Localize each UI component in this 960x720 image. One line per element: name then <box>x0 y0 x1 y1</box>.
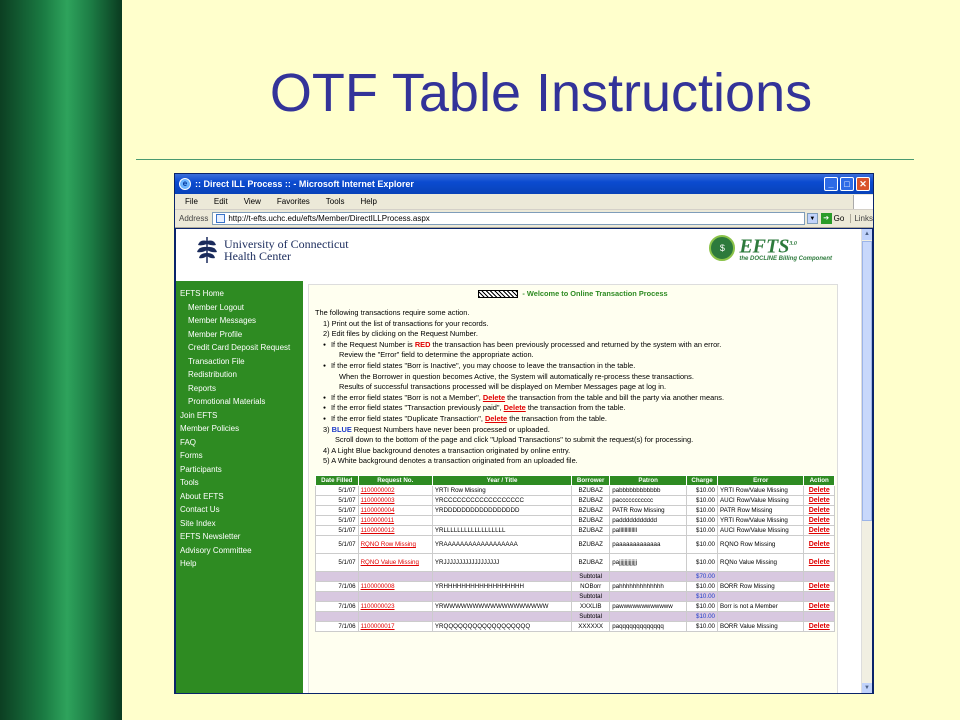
subtotal-amount: $10.00 <box>687 611 718 621</box>
nav-item-efts-newsletter[interactable]: EFTS Newsletter <box>180 532 241 541</box>
patron-cell: paddddddddddd <box>610 515 687 525</box>
title-cell: YRLLLLLLLLLLLLLLLLLL <box>432 525 571 535</box>
date-cell: 5/1/07 <box>316 535 359 553</box>
delete-button[interactable]: Delete <box>804 621 835 631</box>
title-cell: YRJJJJJJJJJJJJJJJJJJ <box>432 553 571 571</box>
page-icon <box>216 214 225 223</box>
table-row <box>316 621 835 631</box>
nav-item-about-efts[interactable]: About EFTS <box>180 491 224 501</box>
address-input[interactable] <box>212 212 805 225</box>
request-number-link[interactable]: 1100000011 <box>358 515 432 525</box>
delete-link[interactable]: Delete <box>503 403 526 413</box>
date-cell: 5/1/07 <box>316 553 359 571</box>
charge-cell: $10.00 <box>687 505 718 515</box>
patron-cell: pajjjjjjjjjjjjj <box>610 553 687 571</box>
subtotal-label: Subtotal <box>572 611 610 621</box>
error-cell: BORR Value Missing <box>717 621 803 631</box>
column-header: Request No. <box>358 475 432 485</box>
table-cell <box>432 591 571 601</box>
error-cell: Borr is not a Member <box>717 601 803 611</box>
nav-item-contact-us[interactable]: Contact Us <box>180 505 220 514</box>
subtotal-amount: $70.00 <box>687 571 718 581</box>
main-panel <box>308 284 838 694</box>
column-header: Year / Title <box>432 475 571 485</box>
request-number-link[interactable]: 1100000003 <box>358 495 432 505</box>
nav-item-efts-home[interactable]: EFTS Home <box>180 289 225 298</box>
efts-version: 3.0 <box>789 241 797 247</box>
table-cell <box>432 611 571 621</box>
error-cell: AUCI Row/Value Missing <box>717 495 803 505</box>
subtotal-label: Subtotal <box>572 571 610 581</box>
subtotal-row <box>316 591 835 601</box>
nav-item-member-messages[interactable]: Member Messages <box>188 316 257 325</box>
table-cell <box>610 611 687 621</box>
table-row <box>316 515 835 525</box>
nav-item-transaction-file[interactable]: Transaction File <box>188 356 245 366</box>
bullet-red-cont: Review the "Error" field to determine the appropriate action. <box>339 350 534 360</box>
efts-tagline: the DOCLINE Billing Component <box>739 255 832 262</box>
title-cell <box>432 515 571 525</box>
close-button[interactable]: ✕ <box>856 177 870 191</box>
step-3: 3) BLUE Request Numbers have never been processed or uploaded. <box>323 424 550 434</box>
left-nav <box>176 281 303 694</box>
bullet-duplicate: ● If the error field states "Duplicate Transaction", Delete the transaction from the table. <box>315 414 831 425</box>
charge-cell: $10.00 <box>687 581 718 591</box>
title-cell: YRQQQQQQQQQQQQQQQQQQ <box>432 621 571 631</box>
nav-item-join-efts[interactable]: Join EFTS <box>180 410 218 420</box>
minimize-button[interactable]: _ <box>824 177 838 191</box>
transactions-table <box>315 475 835 632</box>
table-cell <box>717 611 803 621</box>
table-cell <box>432 571 571 581</box>
site-header <box>176 229 862 271</box>
delete-button[interactable]: Delete <box>804 485 835 495</box>
address-url: http://t-efts.uchc.edu/efts/Member/DirectILLProcess.aspx <box>228 214 430 223</box>
request-number-link[interactable]: 1100000017 <box>358 621 432 631</box>
delete-button[interactable]: Delete <box>804 505 835 515</box>
scroll-up-icon[interactable]: ▲ <box>862 229 872 240</box>
table-cell <box>316 591 359 601</box>
charge-cell: $10.00 <box>687 621 718 631</box>
uconn-leaf-icon <box>194 235 220 265</box>
charge-cell: $10.00 <box>687 515 718 525</box>
title-cell: YRAAAAAAAAAAAAAAAAAA <box>432 535 571 553</box>
nav-item-faq[interactable]: FAQ <box>180 437 197 447</box>
slide-side-bar <box>0 0 122 720</box>
date-cell: 5/1/07 <box>316 505 359 515</box>
charge-cell: $10.00 <box>687 485 718 495</box>
table-cell <box>358 591 432 601</box>
scroll-thumb[interactable] <box>862 241 872 521</box>
address-dropdown-icon[interactable]: ▼ <box>807 213 818 224</box>
intro-text: The following transactions require some action. <box>315 308 470 318</box>
uconn-name-line2: Health Center <box>224 249 291 263</box>
bullet-inactive-cont1: When the Borrower in question becomes Active, the System will automatically re-process these transactions. <box>339 371 694 381</box>
nav-item-credit-card-deposit-request[interactable]: Credit Card Deposit Request <box>188 343 291 352</box>
date-cell: 5/1/07 <box>316 515 359 525</box>
error-cell: BORR Row Missing <box>717 581 803 591</box>
bullet-red: ● If the Request Number is RED the transaction has been previously processed and returned by the system with an error. <box>315 340 831 351</box>
borrower-cell: BZUBAZ <box>572 535 610 553</box>
windows-logo-icon <box>853 195 873 209</box>
patron-cell: paaaaaaaaaaaaa <box>610 535 687 553</box>
bullet-prev-paid: ● If the error field states "Transaction previously paid", Delete the transaction from the table. <box>315 403 831 414</box>
subtotal-amount: $10.00 <box>687 591 718 601</box>
date-cell: 5/1/07 <box>316 525 359 535</box>
request-number-link[interactable]: 1100000004 <box>358 505 432 515</box>
patron-cell: paccccccccccc <box>610 495 687 505</box>
charge-cell: $10.00 <box>687 553 718 571</box>
table-cell <box>717 571 803 581</box>
borrower-cell: BZUBAZ <box>572 515 610 525</box>
table-header-row <box>316 475 835 485</box>
request-number-link[interactable]: 1100000012 <box>358 525 432 535</box>
nav-item-help[interactable]: Help <box>180 559 197 568</box>
maximize-button[interactable]: □ <box>840 177 854 191</box>
error-cell: YRTI Row/Value Missing <box>717 485 803 495</box>
delete-button[interactable]: Delete <box>804 495 835 505</box>
uconn-logo <box>194 235 349 265</box>
nav-item-advisory-committee[interactable]: Advisory Committee <box>180 545 252 555</box>
window-title: :: Direct ILL Process :: - Microsoft Internet Explorer <box>195 179 414 189</box>
table-cell <box>804 611 835 621</box>
delete-button[interactable]: Delete <box>804 525 835 535</box>
go-label: Go <box>833 214 845 223</box>
patron-cell: pahhhhhhhhhhhhh <box>610 581 687 591</box>
date-cell: 5/1/07 <box>316 495 359 505</box>
table-row <box>316 601 835 611</box>
redacted-name <box>478 290 518 298</box>
title-cell: YRDDDDDDDDDDDDDDDDD <box>432 505 571 515</box>
column-header: Error <box>717 475 803 485</box>
table-cell <box>358 611 432 621</box>
subtotal-row <box>316 611 835 621</box>
table-cell <box>358 571 432 581</box>
table-cell <box>804 571 835 581</box>
scroll-down-icon[interactable]: ▼ <box>862 683 872 694</box>
window-titlebar <box>175 174 873 194</box>
charge-cell: $10.00 <box>687 535 718 553</box>
menu-edit[interactable]: Edit <box>213 197 228 206</box>
borrower-cell: BZUBAZ <box>572 495 610 505</box>
nav-item-promotional-materials[interactable]: Promotional Materials <box>188 397 266 406</box>
date-cell: 7/1/06 <box>316 621 359 631</box>
charge-cell: $10.00 <box>687 525 718 535</box>
request-number-link[interactable]: 1100000023 <box>358 601 432 611</box>
table-cell <box>610 591 687 601</box>
menu-help[interactable]: Help <box>360 197 377 206</box>
column-header: Charge <box>687 475 718 485</box>
vertical-scrollbar[interactable] <box>861 229 872 694</box>
nav-item-forms[interactable]: Forms <box>180 451 203 460</box>
title-cell: YRCCCCCCCCCCCCCCCCCC <box>432 495 571 505</box>
address-label: Address <box>179 214 209 223</box>
error-cell: RQNO Row Missing <box>717 535 803 553</box>
delete-button[interactable]: Delete <box>804 601 835 611</box>
column-header: Action <box>804 475 835 485</box>
nav-item-reports[interactable]: Reports <box>188 383 217 393</box>
menu-view[interactable]: View <box>243 197 261 206</box>
menu-bar <box>175 194 873 210</box>
request-number-link[interactable]: 1100000008 <box>358 581 432 591</box>
browser-window <box>174 173 874 694</box>
nav-item-tools[interactable]: Tools <box>180 478 199 487</box>
slide-title: OTF Table Instructions <box>269 63 813 123</box>
patron-cell: PATR Row Missing <box>610 505 687 515</box>
column-header: Patron <box>610 475 687 485</box>
subtotal-row <box>316 571 835 581</box>
go-arrow-icon: ➔ <box>821 213 832 224</box>
error-cell: PATR Row Missing <box>717 505 803 515</box>
step-2: 2) Edit files by clicking on the Request Number. <box>323 329 478 339</box>
charge-cell: $10.00 <box>687 601 718 611</box>
table-cell <box>316 571 359 581</box>
delete-button[interactable]: Delete <box>804 553 835 571</box>
nav-item-member-logout[interactable]: Member Logout <box>188 302 245 312</box>
borrower-cell: BZUBAZ <box>572 485 610 495</box>
menu-favorites[interactable]: Favorites <box>276 197 310 206</box>
subtotal-label: Subtotal <box>572 591 610 601</box>
bullet-not-member: ● If the error field states "Borr is not a Member", Delete the transaction from the table and bill the party via another means. <box>315 393 831 404</box>
uconn-name-line1: University of Connecticut <box>224 237 349 251</box>
efts-name: EFTS <box>739 235 790 258</box>
patron-cell: paqqqqqqqqqqqqq <box>610 621 687 631</box>
efts-logo <box>709 235 832 262</box>
table-cell <box>610 571 687 581</box>
column-header: Date Filled <box>316 475 359 485</box>
delete-link[interactable]: Delete <box>482 392 506 402</box>
table-cell <box>804 591 835 601</box>
address-bar <box>175 210 873 228</box>
patron-cell: palllllllllllll <box>610 525 687 535</box>
nav-item-site-index[interactable]: Site Index <box>180 518 216 528</box>
nav-item-member-profile[interactable]: Member Profile <box>188 329 243 339</box>
table-cell <box>316 611 359 621</box>
delete-button[interactable]: Delete <box>804 581 835 591</box>
step-3-cont: Scroll down to the bottom of the page and click "Upload Transactions" to submit the request(s) for processing. <box>335 435 694 445</box>
date-cell: 5/1/07 <box>316 485 359 495</box>
column-header: Borrower <box>572 475 610 485</box>
page-content <box>176 229 862 694</box>
menu-file[interactable]: File <box>185 197 198 206</box>
borrower-cell: NOBorr <box>572 581 610 591</box>
ie-logo-icon: e <box>179 178 191 190</box>
table-row <box>316 581 835 591</box>
welcome-heading: - Welcome to Online Transaction Process <box>315 289 831 298</box>
bullet-inactive: ● If the error field states "Borr is Inactive", you may choose to leave the transaction in the table. <box>315 361 831 372</box>
delete-link[interactable]: Delete <box>484 413 508 423</box>
title-cell: YRTI Row Missing <box>432 485 571 495</box>
table-row <box>316 553 835 571</box>
date-cell: 7/1/06 <box>316 601 359 611</box>
table-row <box>316 525 835 535</box>
delete-button[interactable]: Delete <box>804 535 835 553</box>
delete-button[interactable]: Delete <box>804 515 835 525</box>
request-number-link[interactable]: 1100000002 <box>358 485 432 495</box>
error-cell: RQNo Value Missing <box>717 553 803 571</box>
date-cell: 7/1/06 <box>316 581 359 591</box>
patron-cell: pabbbbbbbbbbbb <box>610 485 687 495</box>
table-row <box>316 495 835 505</box>
request-number-link[interactable]: RQNO Value Missing <box>358 553 432 571</box>
title-cell: YRHHHHHHHHHHHHHHHHHH <box>432 581 571 591</box>
borrower-cell: BZUBAZ <box>572 553 610 571</box>
step-1: 1) Print out the list of transactions for your records. <box>323 318 489 328</box>
error-cell: AUCI Row/Value Missing <box>717 525 803 535</box>
table-row <box>316 535 835 553</box>
error-cell: YRTI Row/Value Missing <box>717 515 803 525</box>
links-button[interactable]: Links <box>850 214 873 223</box>
table-row <box>316 485 835 495</box>
nav-item-participants[interactable]: Participants <box>180 464 222 474</box>
title-divider <box>136 159 914 160</box>
table-cell <box>717 591 803 601</box>
request-number-link[interactable]: RQNO Row Missing <box>358 535 432 553</box>
borrower-cell: BZUBAZ <box>572 525 610 535</box>
title-cell: YRWWWWWWWWWWWWWWWWWW <box>432 601 571 611</box>
step-5: 5) A White background denotes a transaction originated from an uploaded file. <box>323 456 578 466</box>
go-button[interactable] <box>821 213 845 224</box>
charge-cell: $10.00 <box>687 495 718 505</box>
borrower-cell: XXXXXX <box>572 621 610 631</box>
menu-tools[interactable]: Tools <box>325 197 345 206</box>
bullet-inactive-cont2: Results of successful transactions processed will be displayed on Member Messages page at log in. <box>339 382 666 392</box>
borrower-cell: XXXLIB <box>572 601 610 611</box>
step-4: 4) A Light Blue background denotes a transaction originated by online entry. <box>323 445 571 455</box>
table-row <box>316 505 835 515</box>
patron-cell: pawwwwwwwwwwww <box>610 601 687 611</box>
nav-item-redistribution[interactable]: Redistribution <box>188 370 237 379</box>
efts-emblem-icon: $ <box>709 235 735 261</box>
nav-item-member-policies[interactable]: Member Policies <box>180 424 240 433</box>
borrower-cell: BZUBAZ <box>572 505 610 515</box>
